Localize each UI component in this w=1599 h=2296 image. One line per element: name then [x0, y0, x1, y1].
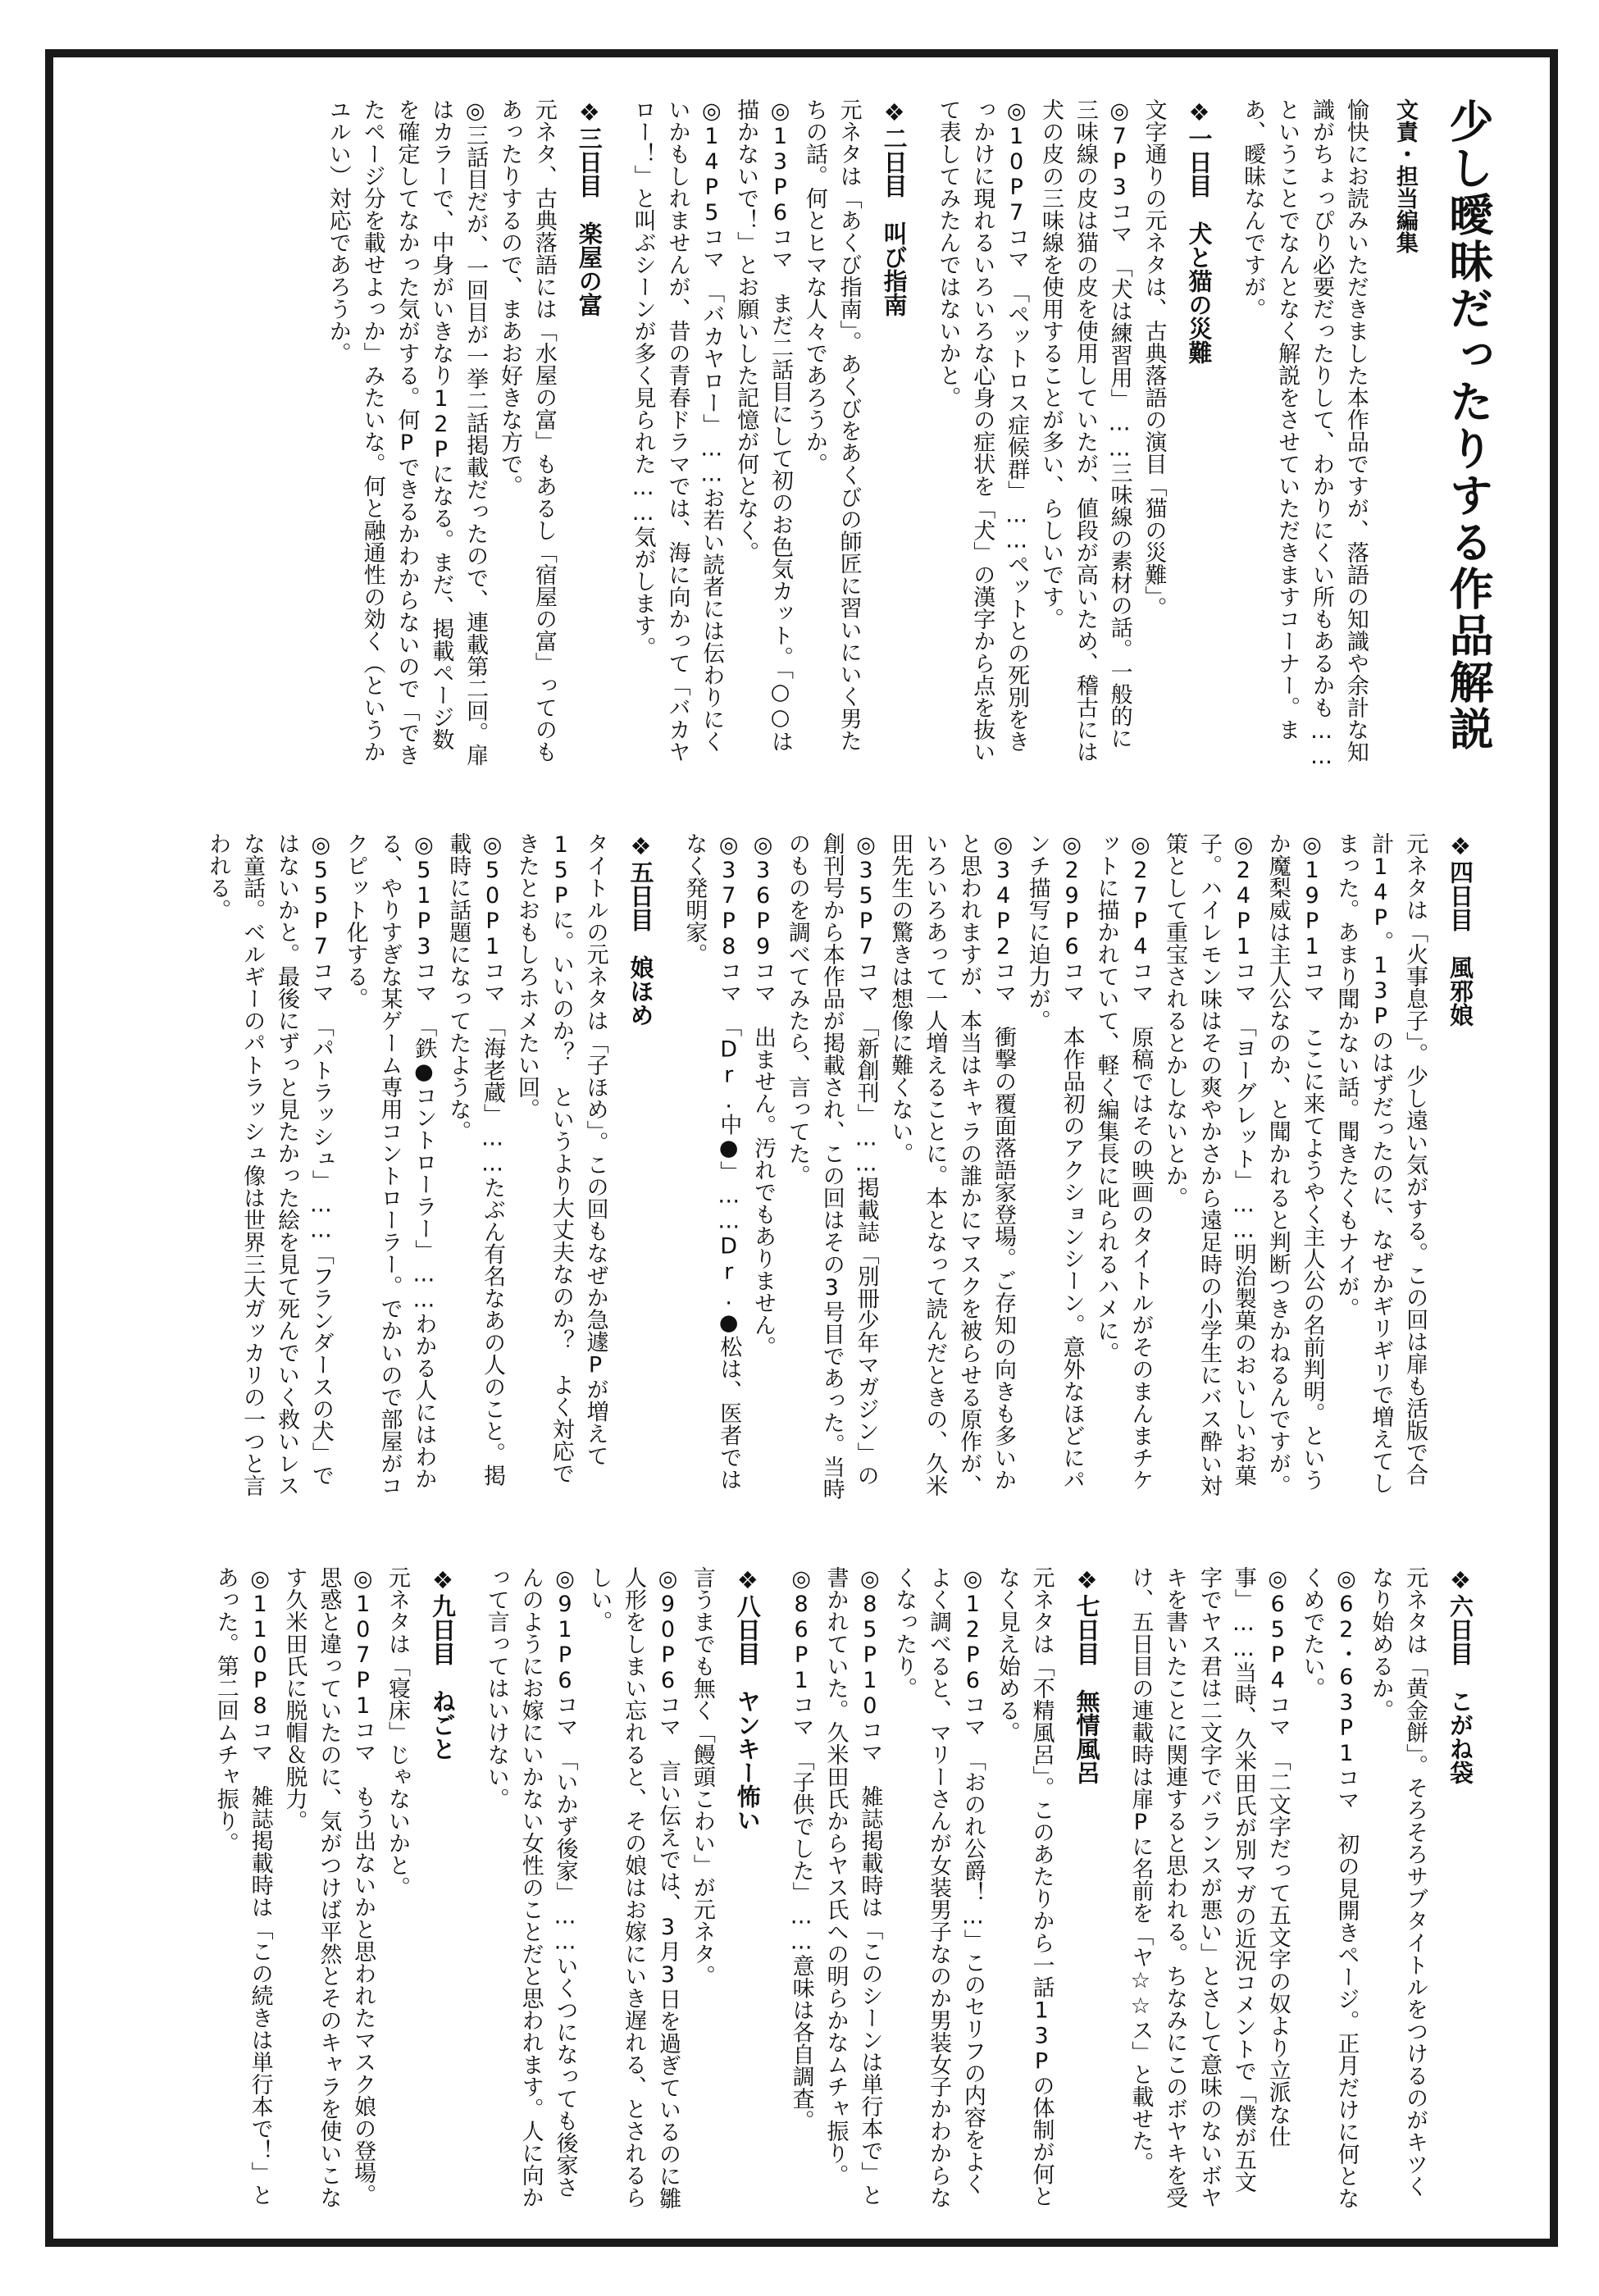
section-item: 元ネタは「寝床」じゃないかと。 — [385, 1566, 410, 1898]
section-item: ◎三話目だが、一回目が一挙二話掲載だったので、連載第二回。扉はカラーで、中身がいきなり12Pになる。まだ、掲載ページ数を確定してなかった気がする。何Pできるかわからないので「できたページ分を載せよっか」みたいな。何と融通性の効く（というかユルい）対応であろうか。 — [325, 98, 489, 766]
section-heading-day6: ❖六日目 こがね袋 — [1446, 1566, 1474, 1784]
section-item: ◎91P6コマ 「いかず後家」……いくつになっても後家さんのようにお嫁にいかない女性のことだと思われます。人に向かって言ってはいけない。 — [483, 1566, 578, 2208]
section-item: 元ネタは「火事息子」。少し遠い気がする。この回は扉も活版で合計14P。13Pのはずだったのに、なぜかギリギリで増えてしまった。あまり聞かない話。聞きたくもナイが。 — [1333, 832, 1428, 1494]
section-item: ◎10P7コマ 「ペットロス症候群」……ペットとの死別をきっかけに現れるいろいろな心身の症状を「犬」の漢字から点を抜いて表してみたんではないかと。 — [935, 98, 1030, 763]
section-item: ◎90P6コマ 言い伝えでは、3月3日を過ぎているのに雛人形をしまい忘れると、その娘はお嫁にいき遅れる、とされるらしい。 — [586, 1566, 681, 2209]
section-item: ◎51P3コマ 「鉄●コントローラー」……わかる人にはわかる、やりすぎな某ゲーム専用コントローラー。でかいので部屋がコクピット化する。 — [342, 832, 437, 1496]
section-item: 元ネタは「黄金餅」。そろそろサブタイトルをつけるのがキツくなり始めるか。 — [1368, 1566, 1428, 2198]
section-item: ◎110P8コマ 雑誌掲載時は「この続きは単行本で！」とあった。第二回ムチャ振り。 — [212, 1566, 273, 2206]
section-heading-day8: ❖八日目 ヤンキー怖い — [733, 1566, 762, 1832]
section-item: ◎107P1コマ もう出ないかと思われたマスク娘の登場。思惑と違っていたのに、気がつけば平然とそのキャラを使いこなす久米田氏に脱帽＆脱力。 — [281, 1566, 376, 2208]
intro-paragraph: 愉快にお読みいただきました本作品ですが、落語の知識や余計な知識がちょっぴり必要だったりして、わかりにくい所もあるかも……ということでなんとなく解説をさせていただきますコーナー。まあ、曖昧なんですが。 — [1240, 98, 1369, 769]
section-item: ◎37P8コマ 「Dr.中●」……Dr.●松は、医者ではなく発明家。 — [681, 832, 742, 1491]
section-item: 文字通りの元ネタは、古典落語の演目「猫の災難」。 — [1141, 98, 1167, 619]
section-item: ◎65P4コマ 「二文字だって五文字の奴より立派な仕事」……当時、久米田氏が別マガの近況コメントで「僕が五文字でヤス君は二文字でバランスが悪い」とさして意味のないボヤキを書いたことに関連すると思われる。ちなみにこのボヤキを受け、五日目の連載時は扉Pに名前を「ヤ☆☆ス」と載せた。 — [1128, 1566, 1291, 2208]
section-item: ◎34P2コマ 衝撃の覆面落語家登場。ご存知の向きも多いかと思われますが、本当はキャラの誰かにマスクを被らせる原作が、いろいろあって一人増えることに。本となって読んだときの、久米田先生の驚きは想像に難くない。 — [887, 832, 1016, 1496]
section-item: ◎35P7コマ 「新創刊」……掲載誌「別冊少年マガジン」の創刊号から本作品が掲載され、この回はその3号目であった。当時のものを調べてみたら、言ってた。 — [784, 832, 879, 1500]
tier-bottom — [102, 1566, 1496, 2214]
section-item: ◎62・63P1コマ 初の見開きページ。正月だけに何となくめでたい。 — [1299, 1566, 1360, 2209]
page-title: 少し曖昧だったりする作品解説 — [1442, 98, 1494, 753]
section-item: ◎12P6コマ 「おのれ公爵！…」このセリフの内容をよくよく調べると、マリーさんが女装男子なのか男装女子かわからなくなったり。 — [891, 1566, 986, 2208]
section-item: ◎24P1コマ 「ヨーグレット」……明治製菓のおいしいお菓子。ハイレモン味はその爽やかさから遠足時の小学生にバス酔い対策として重宝されるとかしないとか。 — [1162, 832, 1256, 1496]
tier-middle — [102, 832, 1496, 1505]
section-item: ◎85P10コマ 雑誌掲載時は「このシーンは単行本で」と書かれていた。久米田氏からヤス氏への明らかなムチャ振り。 — [822, 1566, 883, 2206]
section-item: ◎50P1コマ 「海老蔵」……たぶん有名なあの人のこと。掲載時に話題になってたような。 — [445, 832, 506, 1487]
section-item: 元ネタは「あくび指南」。あくびをあくびの師匠に習いにいく男たちの話。何とヒマな人々であろうか。 — [801, 98, 862, 752]
section-heading-day1: ❖一日目 犬と猫の災難 — [1185, 98, 1214, 364]
section-heading-day4: ❖四日目 風邪娘 — [1446, 832, 1474, 1027]
section-item: ◎55P7コマ 「パトラッシュ」……「フランダースの犬」ではないかと。最後にずっと見たかった絵を見て死んでいく救いレスな童話。ベルギーのパトラッシュ像は世界三大ガッカリの一つと言われる。 — [205, 832, 334, 1496]
section-item: ◎19P1コマ ここに来てようやく主人公の名前判明。というか魔梨威は主人公なのか、と聞かれると判断つきかねるんですが。 — [1264, 832, 1325, 1496]
section-heading-day5: ❖五日目 娘ほめ — [626, 832, 655, 1027]
section-item: ◎36P9コマ 出ません。汚れでもありません。 — [750, 832, 777, 1358]
section-item: ◎27P4コマ 原稿ではその映画のタイトルがそのまんまチケットに描かれていて、軽く編集長に叱られるハメに。 — [1093, 832, 1154, 1491]
section-item: 元ネタ、古典落語には「水屋の富」もあるし「宿屋の富」ってのもあったりするので、まあお好きな方で。 — [496, 98, 557, 763]
section-item: ◎14P5コマ 「バカヤロー」……お若い読者には伝わりにくいかもしれませんが、昔の青春ドラマでは、海に向かって「バカヤロー！」と叫ぶシーンが多く見られた……気がします。 — [630, 98, 725, 763]
section-item: 言うまでも無く「饅頭こわい」が元ネタ。 — [689, 1566, 715, 1987]
section-item: ◎29P6コマ 本作品初のアクションシーン。意外なほどにパンチ描写に迫力が。 — [1024, 832, 1085, 1491]
section-heading-day3: ❖三日目 楽屋の富 — [575, 98, 604, 317]
credit-line: 文責・担当編集 — [1392, 98, 1418, 253]
section-item: ◎7P3コマ 「犬は練習用」……三味線の素材の話。一般的に三味線の皮は猫の皮を使用していたが、値段が高いため、稽古には犬の皮の三味線を使用することが多い、らしいです。 — [1037, 98, 1132, 763]
section-item: ◎13P6コマ まだ二話目にして初のお色気カット。「○○は描かないで！」とお願いした記憶が何となく。 — [733, 98, 793, 753]
tier-top — [102, 98, 1496, 771]
section-item: タイトルの元ネタは「子ほめ」。この回もなぜか急遽Pが増えて15Pに。いいのか？ というより大丈夫なのか？ よく対応できたとおもしろホメたい回。 — [513, 832, 608, 1484]
section-item: 元ネタは「不精風呂」。このあたりから一話13Pの体制が何となく見え始める。 — [994, 1566, 1055, 2207]
section-heading-day9: ❖九日目 ねごと — [428, 1566, 457, 1761]
section-item: ◎86P1コマ 「子供でした」……意味は各自調査。 — [788, 1566, 814, 2132]
section-heading-day2: ❖二日目 叫び指南 — [880, 98, 909, 317]
section-heading-day7: ❖七日目 無情風呂 — [1073, 1566, 1101, 1784]
